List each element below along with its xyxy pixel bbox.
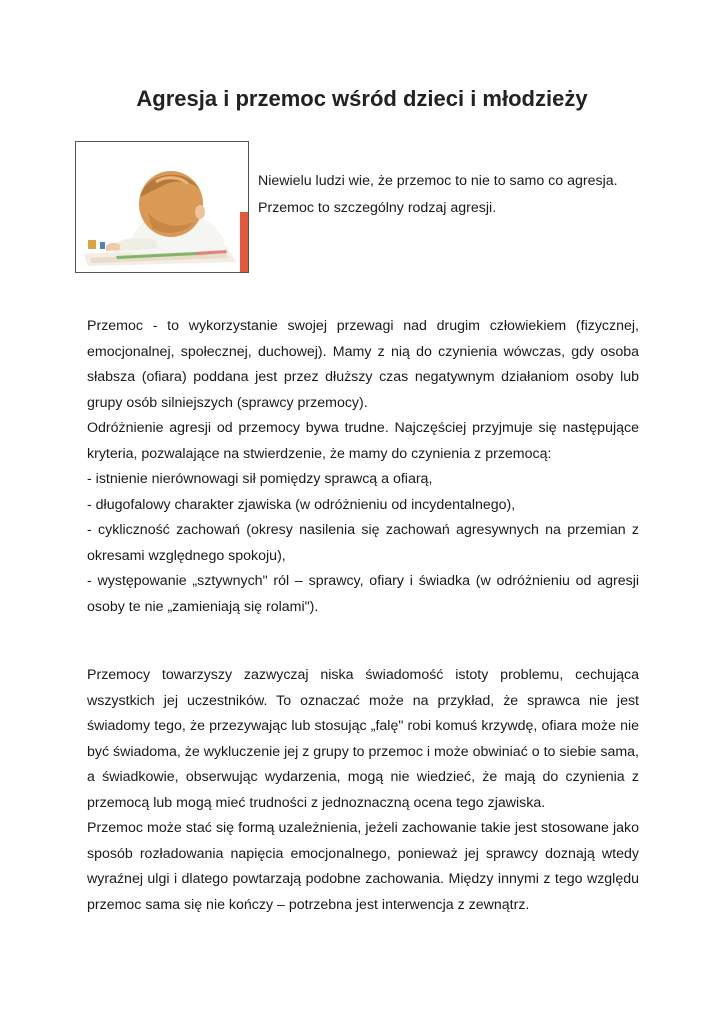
child-head-on-desk-photo: [75, 141, 249, 273]
intro-line: Niewielu ludzi wie, że przemoc to nie to samo co agresja.: [258, 173, 618, 189]
criteria-item: - cykliczność zachowań (okresy nasilenia się zachowań agresywnych na przemian z okresami względnego spokoju),: [87, 522, 639, 564]
awareness-section: [87, 663, 639, 918]
criteria-item: - występowanie „sztywnych" ról – sprawcy, ofiary i świadka (w odróżnieniu od agresji osoby te nie „zamieniają się rolami").: [87, 573, 639, 615]
paragraph: Przemoc - to wykorzystanie swojej przewagi nad drugim człowiekiem (fizycznej, emocjonalnej, społecznej, duchowej). Mamy z nią do czynienia wówczas, gdy osoba słabsza (ofiara) poddana jest przez dłuższy czas negatywnym działaniom osoby lub grupy osób silniejszych (sprawcy przemocy).: [87, 318, 639, 411]
paragraph: Przemoc może stać się formą uzależnienia, jeżeli zachowanie takie jest stosowane jako sposób rozładowania napięcia emocjonalnego, ponieważ jej sprawcy doznają wtedy wyraźnej ulgi i dlatego powtarzają podobne zachowania. Między innymi z tego względu przemoc sama się nie kończy – potrzebna jest interwencja z zewnątrz.: [87, 820, 639, 913]
criteria-item: - długofalowy charakter zjawiska (w odróżnieniu od incydentalnego),: [87, 496, 516, 513]
paragraph: Odróżnienie agresji od przemocy bywa trudne. Najczęściej przyjmuje się następujące kryteria, pozwalające na stwierdzenie, że mamy do czynienia z przemocą:: [87, 420, 639, 462]
intro-text: [258, 168, 678, 222]
definition-section: [87, 314, 639, 620]
criteria-item: - istnienie nierównowagi sił pomiędzy sprawcą a ofiarą,: [87, 471, 433, 487]
intro-line: Przemoc to szczególny rodzaj agresji.: [258, 200, 497, 216]
paragraph: Przemocy towarzyszy zazwyczaj niska świadomość istoty problemu, cechująca wszystkich jej uczestników. To oznaczać może na przykład, że sprawca nie jest świadomy tego, że przezywając lub stosując „falę" robi komuś krzywdę, ofiara może nie być świadoma, że wykluczenie jej z grupy to przemoc i może obwiniać o to siebie sama, a świadkowie, obserwując wydarzenia, mogą nie wiedzieć, że mają do czynienia z przemocą lub mogą mieć trudności z jednoznaczną ocena tego zjawiska.: [87, 667, 639, 811]
page-title: Agresja i przemoc wśród dzieci i młodzieży: [136, 86, 588, 111]
